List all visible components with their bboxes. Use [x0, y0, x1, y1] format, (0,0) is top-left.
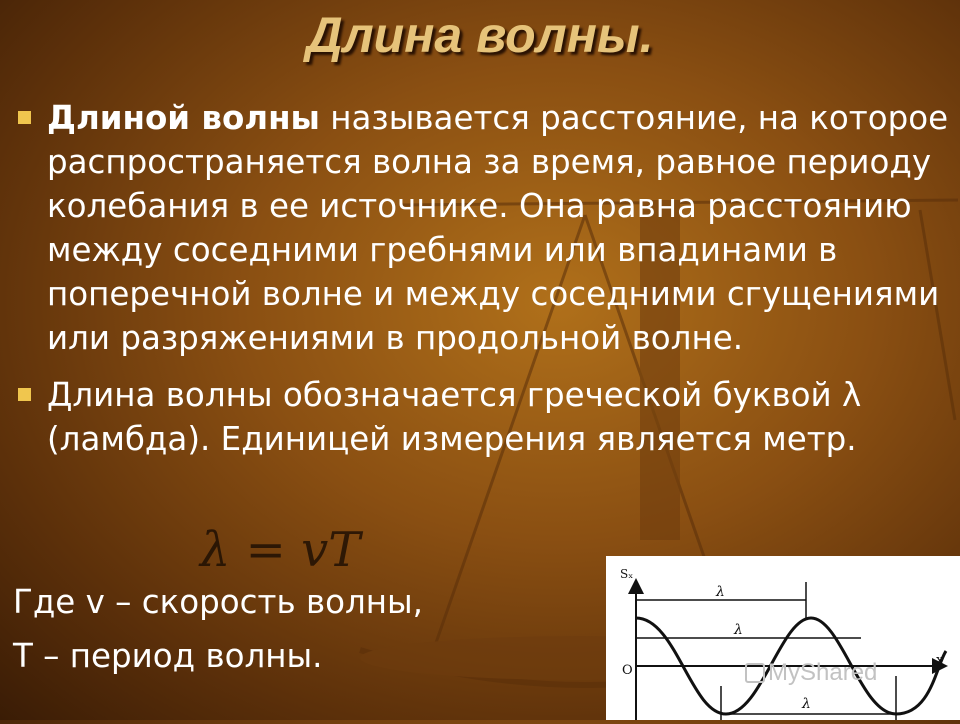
notation-text: Длина волны обозначается греческой буквой λ (ламбда). Единицей измерения является метр. [47, 376, 862, 458]
lambda-label-bottom: λ [802, 696, 811, 712]
bullet-marker-icon [18, 111, 31, 124]
watermark-icon [745, 663, 765, 683]
formula: λ = vT [200, 522, 361, 578]
origin-label: O [622, 663, 633, 678]
wave-diagram [606, 556, 960, 720]
bullet-list [14, 96, 949, 474]
bullet-notation [14, 373, 949, 461]
watermark-text: MyShared [768, 659, 878, 686]
bullet-marker-icon [18, 388, 31, 401]
x-axis-label: x [936, 653, 944, 668]
bullet-definition [14, 96, 949, 360]
lambda-label-middle: λ [734, 622, 743, 638]
definition-text: называется расстояние, на которое распространяется волна за время, равное периоду колебания в ее источнике. Она равна расстоянию между соседними гребнями или впадинами в поперечной волне и между соседними сгущениями или разряжениями в продольной волне. [47, 99, 949, 357]
note-speed: Где v – скорость волны, [13, 583, 423, 621]
note-period: T – период волны. [13, 637, 323, 675]
wave-svg [606, 556, 960, 720]
y-axis-label: Sₓ [620, 567, 634, 581]
slide-title: Длина волны. [306, 7, 654, 63]
lambda-label-top: λ [716, 584, 725, 600]
term-bold: Длиной волны [47, 99, 320, 137]
